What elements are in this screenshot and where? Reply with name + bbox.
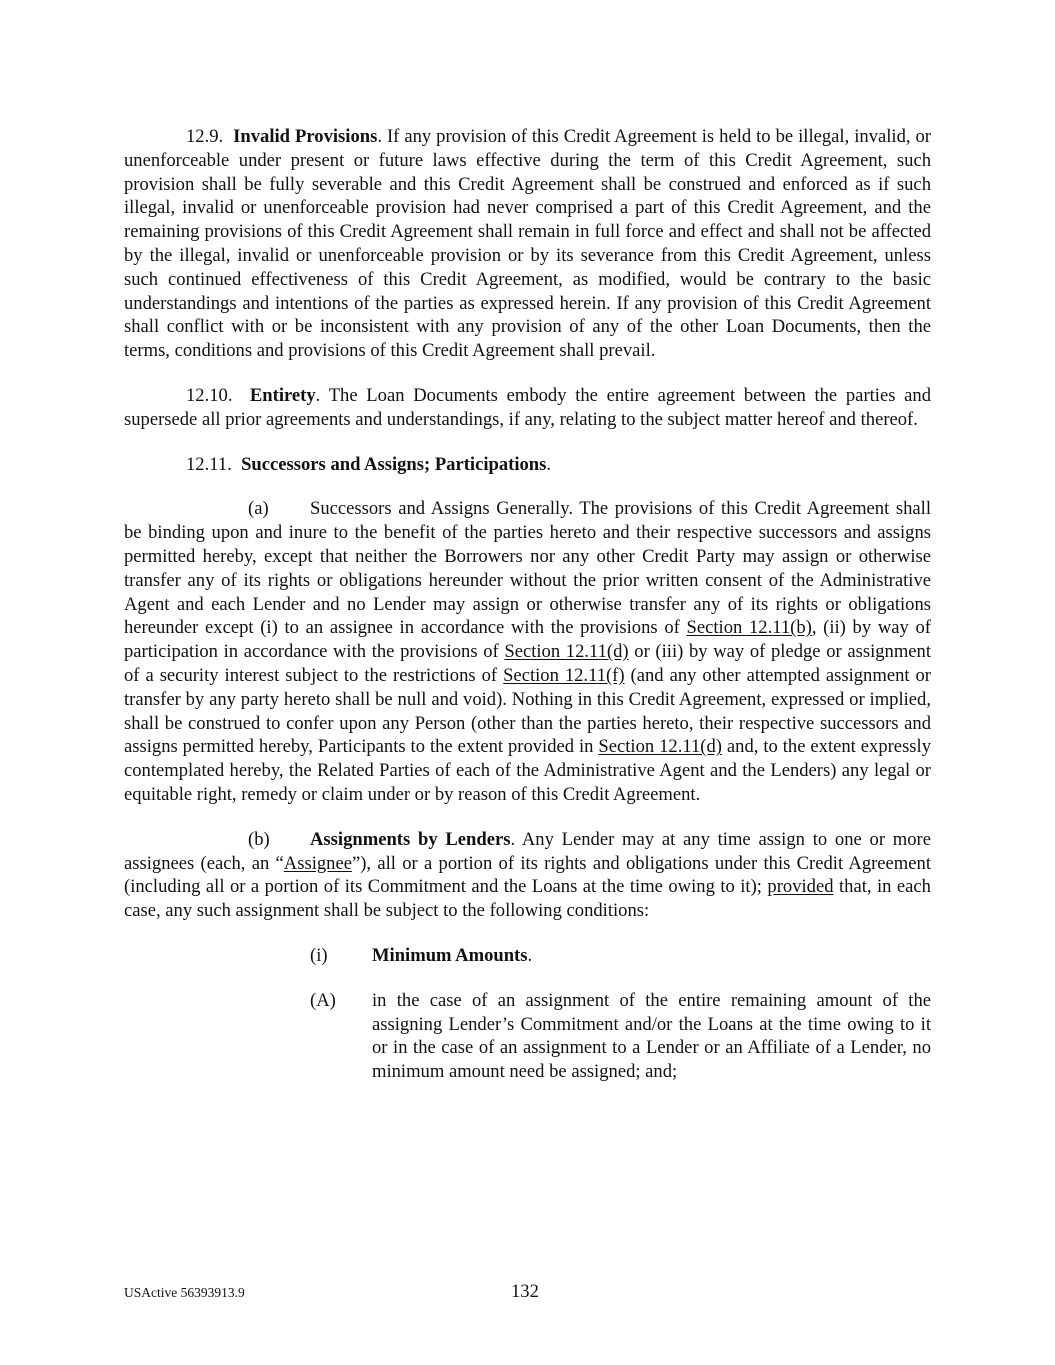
section-12-9 <box>124 125 931 363</box>
subsection-text-1: . Any Lender may at any time assign to one or more assignees (each, an “ <box>124 828 931 874</box>
proviso-term: provided <box>767 876 834 898</box>
subsection-b <box>124 828 931 923</box>
subsection-text-5: and, to the extent expressly contemplated hereby, the Related Parties of each of the Administrative Agent and the Lenders) any legal or equitable right, remedy or claim under or by reason of this Credit Agreement. <box>124 736 931 805</box>
subsection-text-2: ”), all or a portion of its rights and obligations under this Credit Agreement (including all or a portion of its Commitment and the Loans at the time owing to it); <box>124 852 931 898</box>
subsection-label: (a) <box>248 498 269 520</box>
subsection-text-3: or (iii) by way of pledge or assignment of a security interest subject to the restrictions of <box>124 641 932 686</box>
document-page <box>124 125 931 1084</box>
section-period: . <box>546 453 552 475</box>
section-number: 12.9. <box>186 126 224 147</box>
subsection-a <box>124 497 931 806</box>
section-heading: Successors and Assigns; Participations <box>241 453 547 475</box>
subsection-text-2: , (ii) by way of participation in accordance with the provisions of <box>124 617 932 663</box>
defined-term: Assignee <box>283 852 352 874</box>
clause-period: . <box>527 944 533 966</box>
section-12-11 <box>124 453 931 477</box>
clause-heading: Minimum Amounts <box>372 944 528 966</box>
section-heading: Invalid Provisions <box>233 126 378 147</box>
subsection-heading: Assignments by Lenders <box>310 828 511 850</box>
section-12-10 <box>124 384 931 432</box>
cross-reference: Section 12.11(d) <box>504 641 629 663</box>
section-heading: Entirety <box>249 384 316 406</box>
cross-reference: Section 12.11(b) <box>686 617 812 639</box>
document-id: USActive 56393913.9 <box>124 1285 245 1300</box>
clause-text: in the case of an assignment of the entire remaining amount of the assigning Lender’s Commitment and/or the Loans at the time owing to it or in the case of an assignment to a Lender or an Affiliate of a Lender, no minimum amount need be assigned; and; <box>372 989 931 1083</box>
subsection-text-4: (and any other attempted assignment or transfer by any party hereto shall be null and void). Nothing in this Credit Agreement, expressed or implied, shall be construed to confer upon any Person (other than the parties hereto, their respective successors and assigns permitted hereby, Participants to the extent provided in <box>124 664 931 758</box>
section-number: 12.10. <box>186 384 233 406</box>
clause-label: (A) <box>310 989 336 1011</box>
cross-reference: Section 12.11(d) <box>598 736 722 758</box>
section-number: 12.11. <box>186 453 232 475</box>
subsection-label: (b) <box>248 828 270 850</box>
clause-A <box>310 989 931 1084</box>
page-number: 132 <box>511 1281 539 1302</box>
subsection-text-1: Successors and Assigns Generally. The provisions of this Credit Agreement shall be binding upon and inure to the benefit of the parties hereto and their respective successors and assigns permitted hereby, except that neither the Borrowers nor any other Credit Party may assign or otherwise transfer any of its rights or obligations hereunder without the prior written consent of the Administrative Agent and each Lender and no Lender may assign or otherwise transfer any of its rights or obligations hereunder except (i) to an assignee in accordance with the provisions of <box>124 498 931 639</box>
cross-reference: Section 12.11(f) <box>503 664 625 686</box>
subsection-text-3: that, in each case, any such assignment shall be subject to the following conditions: <box>124 876 931 922</box>
section-body: . If any provision of this Credit Agreement is held to be illegal, invalid, or unenforceable under present or future laws effective during the term of this Credit Agreement, such provision shall be fully severable and this Credit Agreement shall be construed and enforced as if such illegal, invalid or unenforceable provision had never comprised a part of this Credit Agreement, and the remaining provisions of this Credit Agreement shall remain in full force and effect and shall not be affected by the illegal, invalid or unenforceable provision or by its severance from this Credit Agreement, unless such continued effectiveness of this Credit Agreement, as modified, would be contrary to the basic understandings and intentions of the parties as expressed herein. If any provision of this Credit Agreement shall conflict with or be inconsistent with any provision of any of the other Loan Documents, then the terms, conditions and provisions of this Credit Agreement shall prevail. <box>124 126 932 362</box>
section-body: . The Loan Documents embody the entire agreement between the parties and supersede all prior agreements and understandings, if any, relating to the subject matter hereof and thereof. <box>124 384 932 430</box>
clause-heading-line <box>372 944 931 968</box>
clause-label: (i) <box>310 944 328 966</box>
clause-i <box>310 944 931 968</box>
